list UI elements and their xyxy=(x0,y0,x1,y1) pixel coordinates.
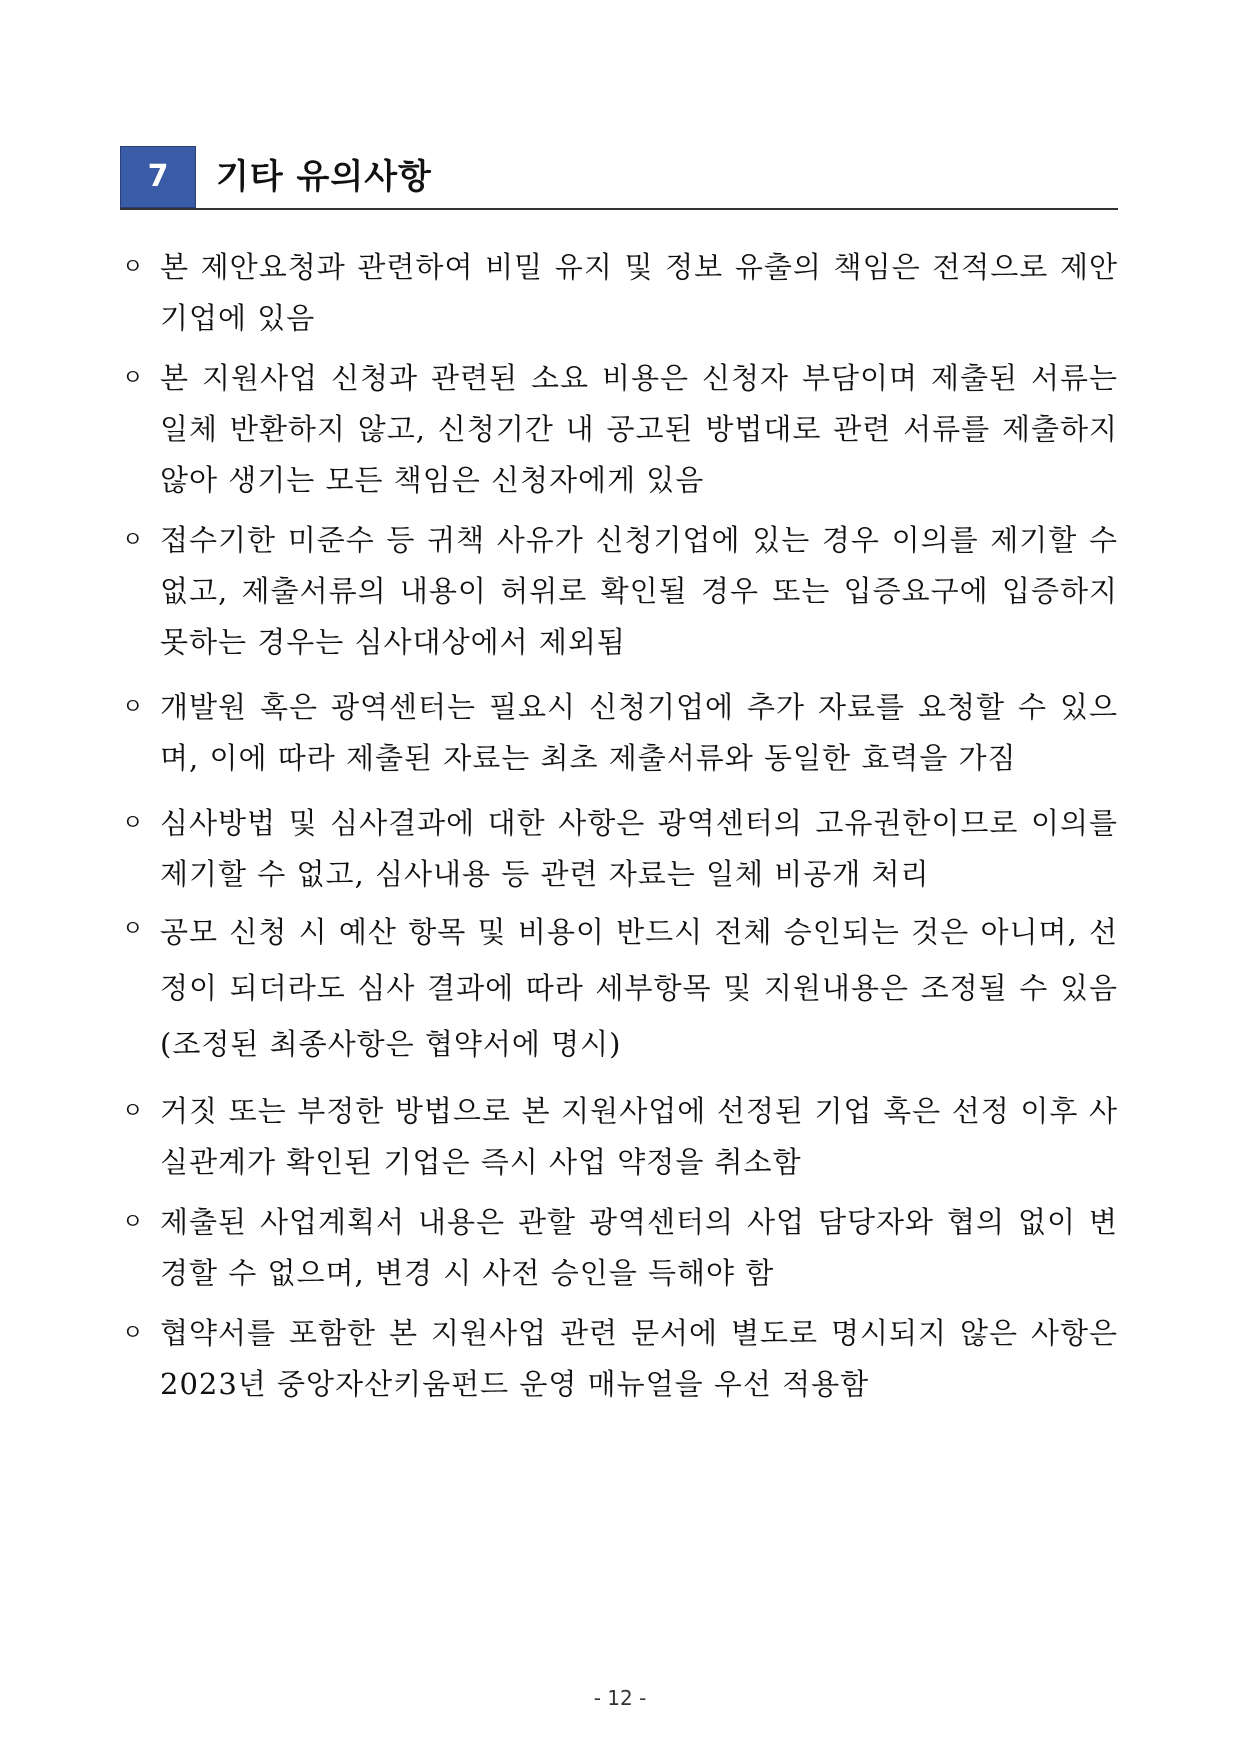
list-item xyxy=(120,1086,1118,1188)
notice-list xyxy=(120,242,1118,1419)
list-item-text: 본 지원사업 신청과 관련된 소요 비용은 신청자 부담이며 제출된 서류는 일체 반환하지 않고, 신청기간 내 공고된 방법대로 관련 서류를 제출하지 않아 생기는 모든 책임은 신청자에게 있음 xyxy=(160,361,1118,497)
list-item xyxy=(120,1308,1118,1410)
bullet-icon: ㅇ xyxy=(122,917,145,942)
list-item xyxy=(120,242,1118,344)
bullet-icon: ㅇ xyxy=(122,528,145,553)
list-item xyxy=(120,682,1118,784)
bullet-icon: ㅇ xyxy=(122,255,145,280)
section-header xyxy=(120,146,1118,210)
list-item xyxy=(120,1197,1118,1299)
bullet-icon: ㅇ xyxy=(122,366,145,391)
list-item xyxy=(120,904,1118,1072)
list-item-text: 접수기한 미준수 등 귀책 사유가 신청기업에 있는 경우 이의를 제기할 수 없고, 제출서류의 내용이 허위로 확인될 경우 또는 입증요구에 입증하지 못하는 경우는 심사대상에서 제외됨 xyxy=(160,523,1118,659)
list-item xyxy=(120,798,1118,900)
list-item-text: 제출된 사업계획서 내용은 관할 광역센터의 사업 담당자와 협의 없이 변경할 수 없으며, 변경 시 사전 승인을 득해야 함 xyxy=(160,1205,1118,1290)
list-item-text: 본 제안요청과 관련하여 비밀 유지 및 정보 유출의 책임은 전적으로 제안 기업에 있음 xyxy=(160,250,1118,335)
section-number-badge: 7 xyxy=(120,146,196,208)
page-number: - 12 - xyxy=(593,1686,647,1710)
list-item-text: 협약서를 포함한 본 지원사업 관련 문서에 별도로 명시되지 않은 사항은 2023년 중앙자산키움펀드 운영 매뉴얼을 우선 적용함 xyxy=(160,1316,1118,1401)
bullet-icon: ㅇ xyxy=(122,1321,145,1346)
bullet-icon: ㅇ xyxy=(122,811,145,836)
section-title: 기타 유의사항 xyxy=(216,157,432,197)
bullet-icon: ㅇ xyxy=(122,1099,145,1124)
bullet-icon: ㅇ xyxy=(122,695,145,720)
bullet-icon: ㅇ xyxy=(122,1210,145,1235)
list-item-text: 심사방법 및 심사결과에 대한 사항은 광역센터의 고유권한이므로 이의를 제기할 수 없고, 심사내용 등 관련 자료는 일체 비공개 처리 xyxy=(160,806,1118,891)
list-item-text: 거짓 또는 부정한 방법으로 본 지원사업에 선정된 기업 혹은 선정 이후 사실관계가 확인된 기업은 즉시 사업 약정을 취소함 xyxy=(160,1094,1118,1179)
list-item-text: 개발원 혹은 광역센터는 필요시 신청기업에 추가 자료를 요청할 수 있으며, 이에 따라 제출된 자료는 최초 제출서류와 동일한 효력을 가짐 xyxy=(160,690,1118,775)
list-item-text: 공모 신청 시 예산 항목 및 비용이 반드시 전체 승인되는 것은 아니며, 선정이 되더라도 심사 결과에 따라 세부항목 및 지원내용은 조정될 수 있음(조정된 최종사항은 협약서에 명시) xyxy=(160,915,1118,1061)
list-item xyxy=(120,353,1118,506)
list-item xyxy=(120,515,1118,668)
